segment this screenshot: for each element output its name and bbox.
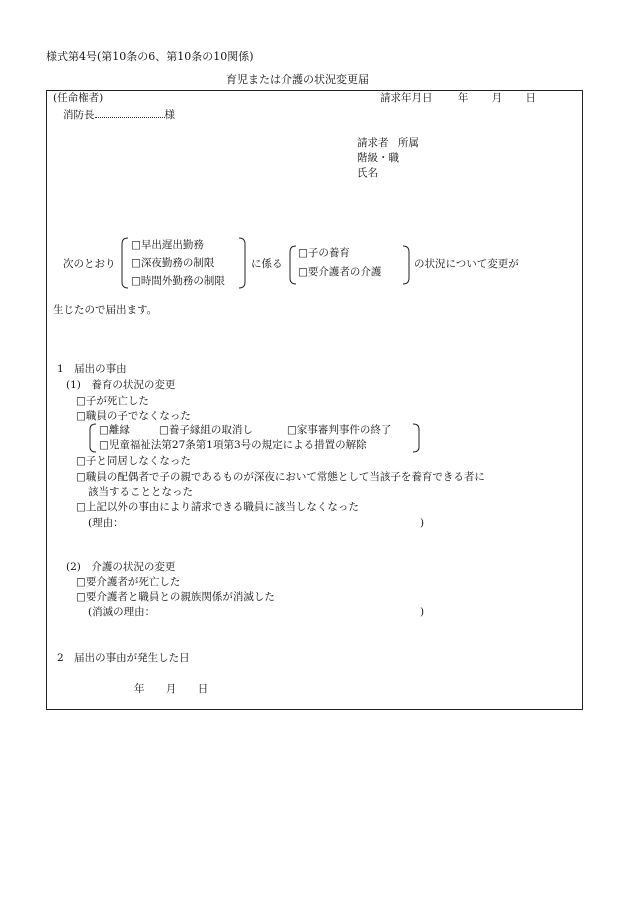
item-care-died[interactable]: □要介護者が死亡した xyxy=(76,576,181,588)
item-no-longer-child[interactable]: □職員の子でなくなった xyxy=(76,410,191,422)
option-nursing-care[interactable]: □要介護者の介護 xyxy=(298,266,382,278)
addressee-blank[interactable] xyxy=(95,107,165,118)
form-number: 様式第4号(第10条の6、第10条の10関係) xyxy=(46,50,254,63)
requester-name: 氏名 xyxy=(357,167,378,179)
sub-item-rien[interactable]: □離縁 xyxy=(99,424,130,436)
right-bracket-c xyxy=(412,423,420,453)
section1-heading: 1 届出の事由 xyxy=(57,363,127,375)
left-bracket-c xyxy=(89,423,97,453)
right-bracket-a xyxy=(238,237,246,289)
sub-item-adoption-cancel[interactable]: □養子縁組の取消し xyxy=(159,424,253,436)
statement-middle: に係る xyxy=(251,258,283,270)
request-date xyxy=(380,92,536,105)
item-spouse-line1[interactable]: □職員の配偶者で子の親であるものが深夜において常態として当該子を養育できる者に xyxy=(76,471,485,483)
reason-label: (理由： xyxy=(88,517,124,529)
extinction-reason-label: (消滅の理由： xyxy=(88,606,156,618)
appointer-label: (任命権者) xyxy=(53,92,104,104)
item-child-died[interactable]: □子が死亡した xyxy=(76,395,149,407)
statement-line2: 生じたので届出ます。 xyxy=(53,304,158,316)
option-early-late[interactable]: □早出遅出勤務 xyxy=(131,239,204,251)
option-night-limit[interactable]: □深夜勤務の制限 xyxy=(131,257,215,269)
request-date-month: 月 xyxy=(491,92,503,104)
option-child-care[interactable]: □子の養育 xyxy=(298,247,350,259)
extinction-reason-close: ) xyxy=(420,606,425,618)
sub-item-child-welfare[interactable]: □児童福祉法第27条第1項第3号の規定による措置の解除 xyxy=(99,439,367,451)
reason-close: ) xyxy=(420,517,425,529)
requester-rank: 階級・職 xyxy=(357,152,399,164)
request-date-year: 年 xyxy=(457,92,469,104)
requester-affiliation: 所属 xyxy=(397,137,419,149)
requester-affiliation-row xyxy=(357,137,419,150)
addressee-line xyxy=(63,107,175,122)
right-bracket-b xyxy=(402,245,410,285)
statement-prefix: 次のとおり xyxy=(63,258,116,270)
sub-item-family-court[interactable]: □家事審判事件の終了 xyxy=(287,424,392,436)
statement-suffix: の状況について変更が xyxy=(414,258,519,270)
addressee-honorific: 様 xyxy=(164,109,175,121)
item-relation-ended[interactable]: □要介護者と職員との親族関係が消滅した xyxy=(76,591,275,603)
left-bracket-a xyxy=(121,237,129,289)
item-spouse-line2: 該当することとなった xyxy=(88,486,193,498)
requester-label: 請求者 xyxy=(357,137,389,149)
addressee-name: 消防長 xyxy=(63,109,95,121)
item-not-living[interactable]: □子と同居しなくなった xyxy=(76,455,191,467)
sub2-heading: (2) 介護の状況の変更 xyxy=(66,561,176,573)
request-date-day: 日 xyxy=(525,92,537,104)
sub1-heading: (1) 養育の状況の変更 xyxy=(66,379,176,391)
section2-heading: 2 届出の事由が発生した日 xyxy=(57,652,190,664)
left-bracket-b xyxy=(289,245,297,285)
page-title: 育児または介護の状況変更届 xyxy=(226,73,369,86)
occurrence-date xyxy=(134,683,208,696)
item-other[interactable]: □上記以外の事由により請求できる職員に該当しなくなった xyxy=(76,501,359,513)
occurrence-year: 年 xyxy=(134,683,145,695)
occurrence-day: 日 xyxy=(197,683,209,695)
occurrence-month: 月 xyxy=(165,683,177,695)
option-overtime-limit[interactable]: □時間外勤務の制限 xyxy=(131,275,225,287)
request-date-label: 請求年月日 xyxy=(380,92,433,104)
